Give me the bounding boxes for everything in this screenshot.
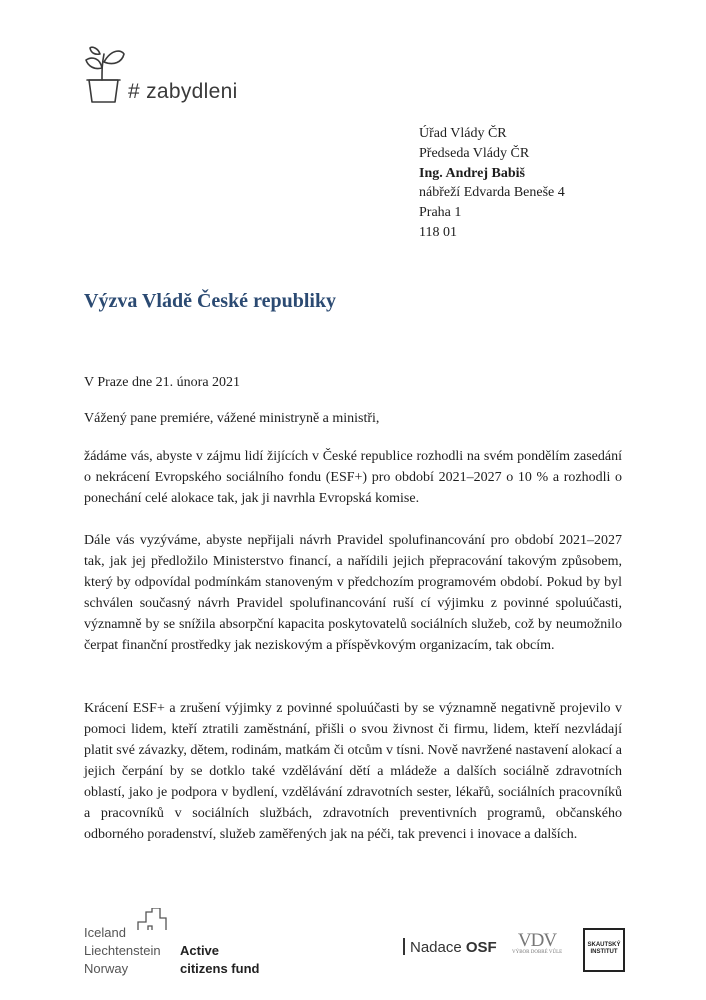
logo-text: # zabydleni — [128, 80, 238, 103]
paragraph-1: žádáme vás, abyste v zájmu lidí žijících v České republice rozhodli na svém pondělím zasedání o nekrácení Evropského sociálního fondu (ESF+) pro období 2021–2027 o 10 % a rozhodli o ponechání celé alokace tak, jak ji navrhla Evropská komise. — [84, 449, 622, 506]
vdv-subtitle: VÝBOR DOBRÉ VŮLE — [512, 950, 563, 955]
skautsky-institut-logo — [583, 928, 625, 972]
osf-prefix: Nadace — [410, 939, 462, 956]
eea-grants-logo — [84, 908, 284, 978]
address-line-name: Ing. Andrej Babiš — [419, 165, 525, 181]
vdv-logo — [512, 930, 562, 974]
nadace-osf-logo — [403, 938, 497, 956]
address-line: Úřad Vlády ČR — [419, 126, 507, 141]
paragraph-2: Dále vás vyzýváme, abyste nepřijali návrh Pravidel spolufinancování pro období 2021–2027 tak, jak jej předložilo Ministerstvo financí, a nařídili jejich přepracování takovým způsobem, který by odpovídal podmínkám stanoveným v předchozím programovém období. Pokud by byl schválen současný návrh Pravidel spolufinancování ruší cí výjimku z povinné spoluúčasti, významně by se snížila absorpční kapacita poskytovatelů sociálních služeb, což by neumožnilo čerpat finanční prostředky jak neziskovým a příspěvkovým organizacím, tak obcím. — [84, 533, 622, 653]
address-line: Praha 1 — [419, 205, 462, 221]
skaut-line: SKAUTSKÝ — [587, 942, 621, 948]
zabydleni-logo — [80, 40, 250, 110]
osf-bold: OSF — [465, 939, 497, 956]
fund-line: citizens fund — [180, 961, 260, 976]
address-line: 118 01 — [419, 224, 457, 240]
plant-pot-icon — [80, 40, 130, 110]
date-line: V Praze dne 21. února 2021 — [84, 375, 241, 390]
skaut-line: INSTITUT — [590, 949, 618, 955]
country-name: Liechtenstein — [84, 943, 161, 958]
eea-countries — [84, 924, 161, 978]
footer-logos — [0, 900, 706, 1000]
address-line: nábřeží Edvarda Beneše 4 — [419, 185, 565, 201]
recipient-address — [419, 124, 565, 243]
active-citizens-fund — [180, 942, 259, 978]
salutation: Vážený pane premiére, vážené ministryně a ministři, — [84, 411, 380, 426]
document-title: Výzva Vládě České republiky — [84, 290, 337, 312]
country-name: Iceland — [84, 925, 126, 940]
address-line: Předseda Vlády ČR — [419, 145, 530, 161]
osf-bar — [403, 938, 405, 955]
vdv-mark: VDV — [517, 930, 557, 951]
fund-line: Active — [180, 943, 220, 958]
country-name: Norway — [84, 961, 129, 976]
paragraph-3: Krácení ESF+ a zrušení výjimky z povinné spoluúčasti by se významně negativně projevilo v pomoci lidem, kteří ztratili zaměstnání, přišli o svou živnost či firmu, lidem, kteří nezvládají platit své závazky, dětem, rodinám, matkám či otcům v tísni. Nově navržené nastavení alokací a jejich čerpání by se dotklo také vzdělávání dětí a mládeže a dalších sociálně zdravotních oblastí, jako je podpora v bydlení, vzdělávání zdravotních sester, lékařů, sociálních pracovníků a pracovníků v sociálních službách, zdravotních preventivních programů, občanského odborného poradenství, služeb zaměřených jak na péči, tak prevenci i inovace a dalších. — [84, 701, 622, 842]
